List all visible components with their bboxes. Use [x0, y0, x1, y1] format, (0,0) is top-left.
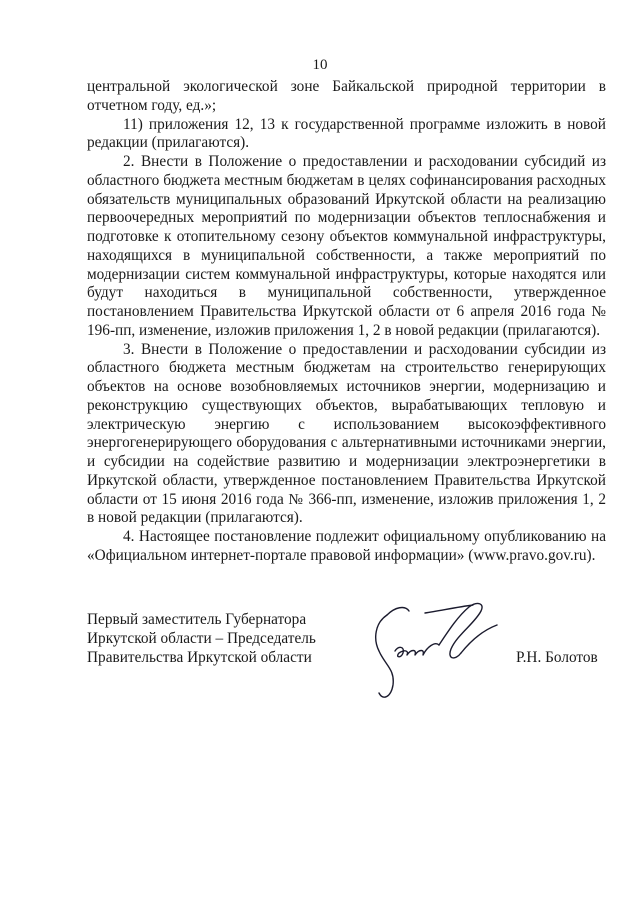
paragraph-continuation: центральной экологической зоне Байкальской природной территории в отчетном году, ед.»;	[87, 78, 606, 114]
signer-title-line-3: Правительства Иркутской области	[87, 648, 312, 666]
paragraph-item-11: 11) приложения 12, 13 к государственной программе изложить в новой редакции (прилагаются).	[87, 115, 606, 152]
paragraph-item-3: 3. Внести в Положение о предоставлении и расходовании субсидии из областного бюджета местным бюджетам на строительство генерирующих объектов на основе возобновляемых источников энергии, модернизацию и реконструкцию существующих объектов, вырабатывающих тепловую и электрическую энергию с использованием высокоэффективного энергогенерирующего оборудования с альтернативными источниками энергии, и субсидии на содействие развитию и модернизации электроэнергетики в Иркутской области, утвержденное постановлением Правительства Иркутской области от 15 июня 2016 года № 366-пп, изменение, изложив приложения 1, 2 в новой редакции (прилагаются).	[87, 340, 606, 527]
page-number: 10	[312, 57, 328, 73]
signature-block	[87, 611, 617, 701]
signer-title-line-1: Первый заместитель Губернатора	[87, 611, 307, 628]
signer-name: Р.Н. Болотов	[516, 649, 598, 666]
paragraph-item-4: 4. Настоящее постановление подлежит официальному опубликованию на «Официальном интернет-портале правовой информации» (www.pravo.gov.ru).	[87, 528, 606, 564]
signer-title-line-2: Иркутской области – Председатель	[87, 629, 316, 647]
signer-title	[87, 611, 347, 667]
document-body	[87, 78, 606, 566]
paragraph-item-2: 2. Внести в Положение о предоставлении и расходовании субсидий из областного бюджета местным бюджетам в целях софинансирования расходных обязательств муниципальных образований Иркутской области на реализацию первоочередных мероприятий по модернизации объектов теплоснабжения и подготовке к отопительному сезону объектов коммунальной инфраструктуры, находящихся в муниципальной собственности, а также мероприятий по модернизации систем коммунальной инфраструктуры, которые находятся или будут находиться в муниципальной собственности, утвержденное постановлением Правительства Иркутской области от 6 апреля 2016 года № 196-пп, изменение, изложив приложения 1, 2 в новой редакции (прилагаются).	[87, 153, 606, 339]
handwritten-signature	[365, 589, 505, 709]
